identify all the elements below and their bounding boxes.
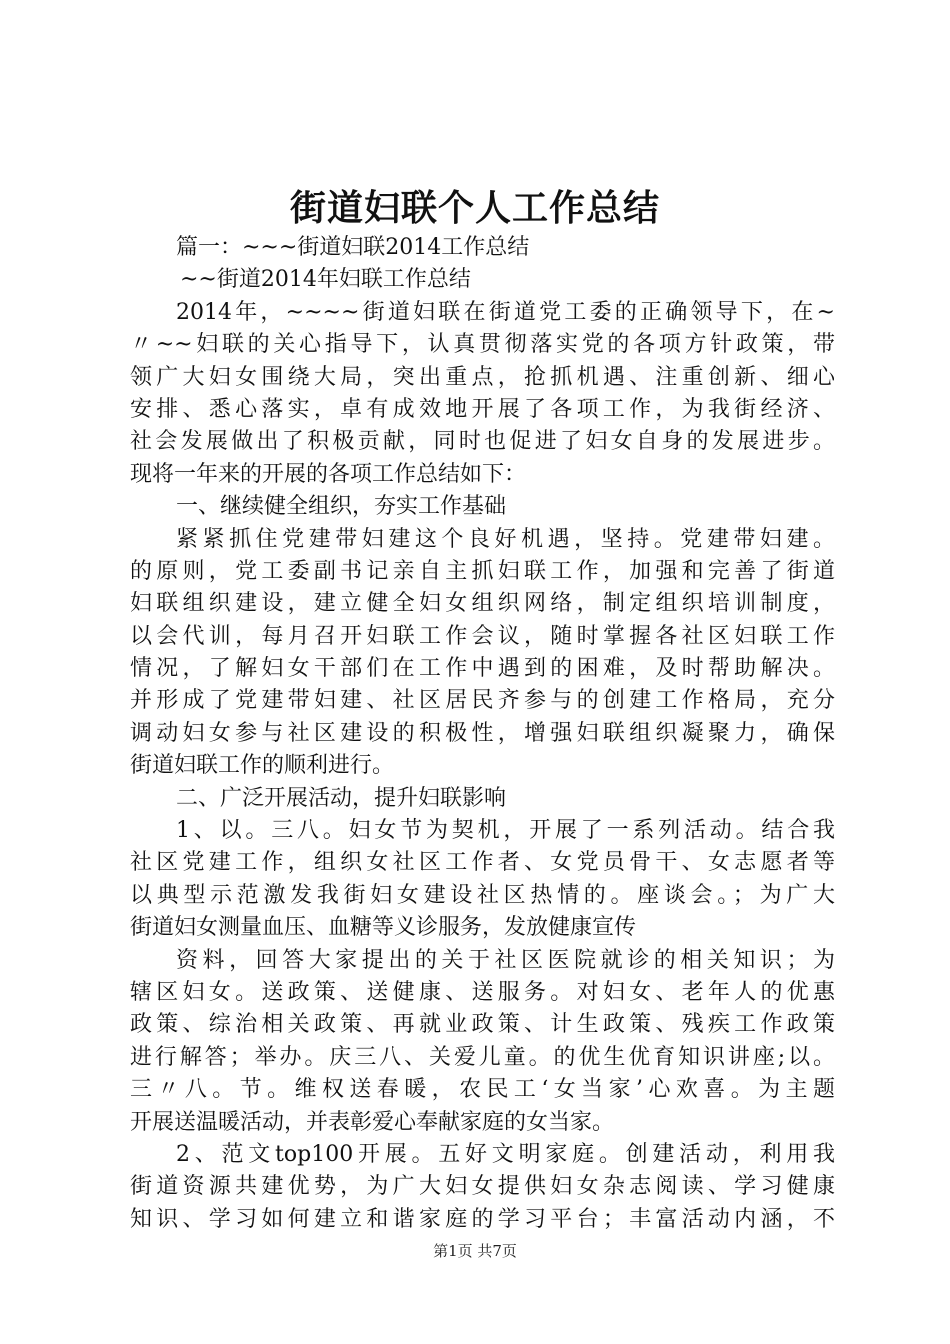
text-line: 开展送温暖活动，并表彰爱心奉献家庭的女当家。 (130, 1109, 615, 1135)
text-line: 妇联组织建设，建立健全妇女组织网络，制定组织培训制度， (130, 591, 835, 617)
text-line: 领广大妇女围绕大局，突出重点，抢抓机遇、注重创新、细心 (130, 364, 835, 390)
text-line: 进行解答；举办。庆三八、关爱儿童。的优生优育知识讲座;以。 (130, 1044, 835, 1070)
text-line: 街道资源共建优势，为广大妇女提供妇女杂志阅读、学习健康 (130, 1174, 835, 1200)
text-line: 2、范文top100开展。五好文明家庭。创建活动，利用我 (176, 1141, 835, 1167)
text-line: 调动妇女参与社区建设的积极性，增强妇联组织凝聚力，确保 (130, 720, 835, 746)
text-line: 以会代训，每月召开妇联工作会议，随时掌握各社区妇联工作 (130, 623, 835, 649)
text-line: 〃~~妇联的关心指导下，认真贯彻落实党的各项方针政策，带 (130, 332, 835, 358)
document-title: 街道妇联个人工作总结 (289, 187, 660, 229)
text-line: 街道妇联工作的顺利进行。 (130, 753, 395, 779)
page-footer: 第1页 共7页 (433, 1242, 517, 1260)
text-line: 2014年，~~~~街道妇联在街道党工委的正确领导下，在~ (176, 299, 835, 325)
text-line: 安排、悉心落实，卓有成效地开展了各项工作，为我街经济、 (130, 396, 835, 422)
section-heading: 一、继续健全组织，夯实工作基础 (176, 494, 507, 520)
text-line: 1、以。三八。妇女节为契机，开展了一系列活动。结合我 (176, 818, 835, 844)
text-line: 并形成了党建带妇建、社区居民齐参与的创建工作格局，充分 (130, 688, 835, 714)
text-line: 社区党建工作，组织女社区工作者、女党员骨干、女志愿者等 (130, 850, 835, 876)
text-line: 资料，回答大家提出的关于社区医院就诊的相关知识；为 (176, 947, 835, 973)
text-line: 社会发展做出了积极贡献，同时也促进了妇女自身的发展进步。 (130, 429, 835, 455)
text-line: 的原则，党工委副书记亲自主抓妇联工作，加强和完善了街道 (130, 558, 835, 584)
text-line: 知识、学习如何建立和谐家庭的学习平台；丰富活动内涵，不 (130, 1206, 835, 1232)
text-line: 情况，了解妇女干部们在工作中遇到的困难，及时帮助解决。 (130, 656, 835, 682)
text-line: ~~街道2014年妇联工作总结 (180, 267, 471, 293)
document-body (130, 232, 835, 1236)
text-line: 篇一：~~~街道妇联2014工作总结 (176, 235, 530, 260)
text-line: 辖区妇女。送政策、送健康、送服务。对妇女、老年人的优惠 (130, 979, 835, 1005)
text-line: 三〃八。节。维权送春暖，农民工‘女当家’心欢喜。为主题 (130, 1077, 835, 1103)
text-line: 街道妇女测量血压、血糖等义诊服务，发放健康宣传 (130, 915, 637, 941)
text-line: 紧紧抓住党建带妇建这个良好机遇，坚持。党建带妇建。 (176, 526, 835, 552)
text-line: 以典型示范激发我街妇女建设社区热情的。座谈会。；为广大 (130, 882, 835, 908)
text-line: 现将一年来的开展的各项工作总结如下： (130, 461, 527, 487)
text-line: 政策、综治相关政策、再就业政策、计生政策、残疾工作政策 (130, 1012, 835, 1038)
section-heading: 二、广泛开展活动，提升妇联影响 (176, 785, 507, 811)
